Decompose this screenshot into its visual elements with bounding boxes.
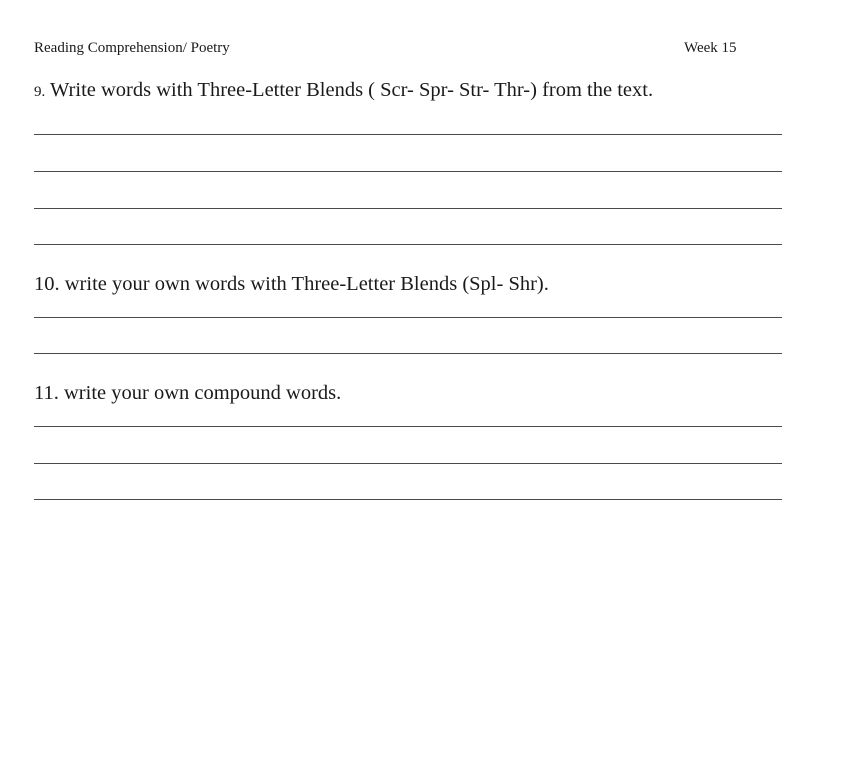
question-number: 9. bbox=[34, 84, 46, 100]
answer-line[interactable] bbox=[34, 353, 782, 354]
answer-line[interactable] bbox=[34, 208, 782, 209]
answer-line[interactable] bbox=[34, 426, 782, 427]
question-10 bbox=[34, 273, 549, 296]
question-text: Write words with Three-Letter Blends ( Scr- Spr- Str- Thr-) from the text. bbox=[50, 79, 654, 101]
question-number: 11. bbox=[34, 382, 59, 404]
header-subject: Reading Comprehension/ Poetry bbox=[34, 40, 230, 56]
question-9 bbox=[34, 79, 653, 102]
answer-line[interactable] bbox=[34, 317, 782, 318]
question-text: write your own compound words. bbox=[64, 382, 342, 404]
answer-line[interactable] bbox=[34, 244, 782, 245]
answer-line[interactable] bbox=[34, 134, 782, 135]
question-number: 10. bbox=[34, 273, 60, 295]
answer-line[interactable] bbox=[34, 463, 782, 464]
header-week: Week 15 bbox=[684, 40, 737, 56]
answer-line[interactable] bbox=[34, 499, 782, 500]
question-11 bbox=[34, 382, 341, 405]
question-text: write your own words with Three-Letter Blends (Spl- Shr). bbox=[64, 273, 549, 295]
answer-line[interactable] bbox=[34, 171, 782, 172]
